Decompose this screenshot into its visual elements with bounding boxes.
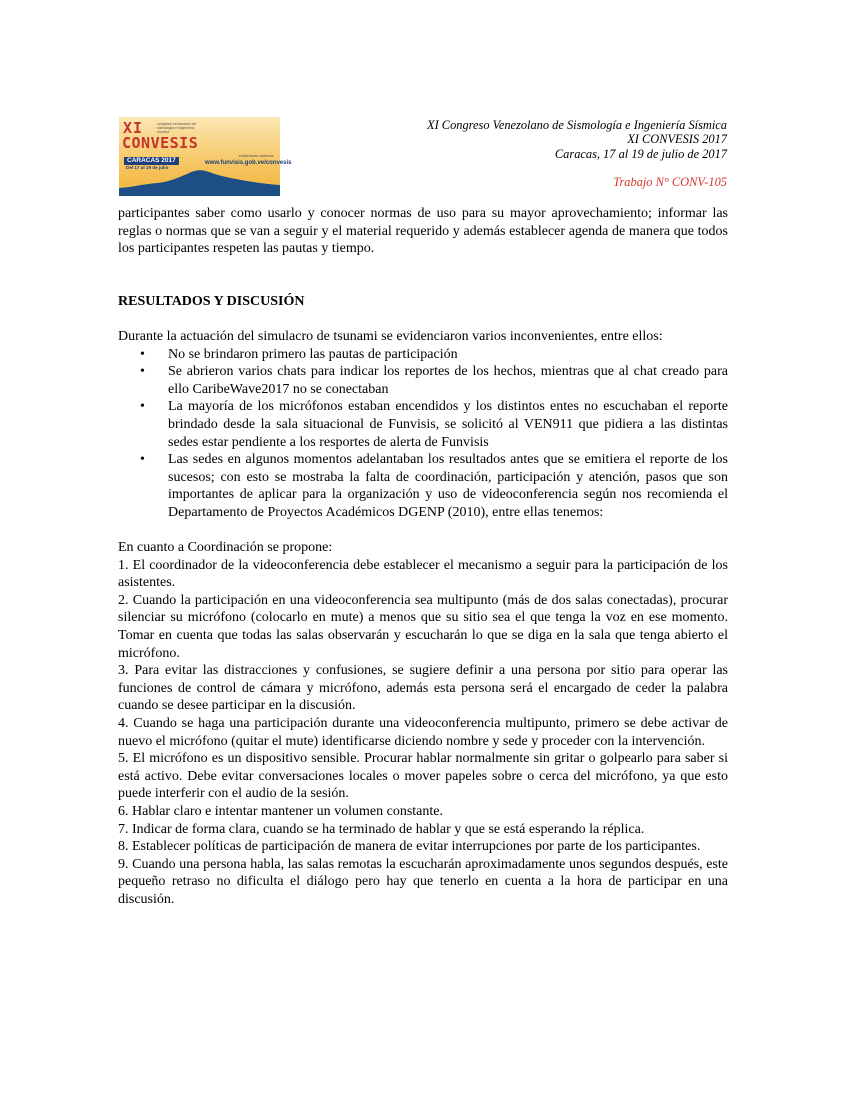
document-body xyxy=(118,205,728,909)
numbered-item: 7. Indicar de forma clara, cuando se ha terminado de hablar y que se está esperando la réplica. xyxy=(118,821,645,837)
numbered-item: 4. Cuando se haga una participación durante una videoconferencia multipunto, primero se debe activar de nuevo el micrófono (quitar el mute) identificarse diciendo nombre y sede y proceder con la intervención. xyxy=(118,716,728,749)
numbered-item: 3. Para evitar las distracciones y confusiones, se sugiere definir a una persona por sitio para operar las funciones de control de cámara y micrófono, además esta persona será el encargado de ceder la palabra cuando se desee participar en la discusión. xyxy=(118,663,728,714)
list-item: • Se abrieron varios chats para indicar los reportes de los hechos, mientras que al chat creado para ello CaribeWave2017 no se conectaban xyxy=(118,363,728,398)
numbered-item: 9. Cuando una persona habla, las salas remotas la escucharán aproximadamente unos segundos después, este pequeño retraso no dificulta el diálogo pero hay que tenerlo en cuenta a la hora de participar en una discusión. xyxy=(118,856,728,907)
numbered-item: 6. Hablar claro e intentar mantener un volumen constante. xyxy=(118,804,443,819)
section-heading: RESULTADOS Y DISCUSIÓN xyxy=(118,293,305,309)
header-line-2: XI CONVESIS 2017 xyxy=(627,132,727,147)
list-item: • Las sedes en algunos momentos adelantaban los resultados antes que se emitiera el reporte de los sucesos; con esto se mostraba la falta de coordinación, participación y atención, pasos que son importantes de aplicar para la organización y uso de videoconferencia según nos recomienda el Departamento de Proyectos Académicos DGENP (2010), entre ellas tenemos: xyxy=(118,451,728,521)
lead-paragraph: Durante la actuación del simulacro de tsunami se evidenciaron varios inconvenientes, entre ellos: xyxy=(118,328,663,344)
logo-small-text: congreso venezolano de sismología e ingeniería sísmica xyxy=(157,122,197,135)
mountain-silhouette-icon xyxy=(119,166,280,196)
header-line-3: Caracas, 17 al 19 de julio de 2017 xyxy=(554,146,727,161)
logo-url: www.funvisis.gob.ve/convesis xyxy=(205,160,292,166)
list-item: • No se brindaron primero las pautas de participación xyxy=(118,346,728,364)
numbered-item: 5. El micrófono es un dispositivo sensible. Procurar hablar normalmente sin gritar o golpearlo para saber si está activo. Debe evitar conversaciones locales o mover papeles sobre o cerca del micrófono, ya que esto puede interferir con el audio de la sesión. xyxy=(118,751,728,802)
header-line-1: XI Congreso Venezolano de Sismología e Ingeniería Sísmica xyxy=(427,118,727,132)
numbered-item: 8. Establecer políticas de participación de manera de evitar interrupciones por parte de los participantes. xyxy=(118,839,701,855)
logo-convesis: CONVESIS xyxy=(122,134,199,152)
list-item: • La mayoría de los micrófonos estaban encendidos y los distintos entes no escuchaban el reporte brindado desde la sala situacional de Funvisis, se solicitó al VEN911 que pidiera a las distintas sedes estar pendiente a los resportes de alerta de Funvisis xyxy=(118,398,728,451)
intro-paragraph: participantes saber como usarlo y conocer normas de uso para su mayor aprovechamiento; informar las reglas o normas que se van a seguir y el material requerido y además establecer agenda de manera que todos los participantes respeten las pautas y tiempo. xyxy=(118,206,728,257)
logo-dates: Del 17 al 19 de julio xyxy=(126,165,169,170)
spacer xyxy=(118,522,728,540)
numbered-item: 2. Cuando la participación en una videoconferencia sea multipunto (más de dos salas conectadas), procurar silenciar su micrófono (colocarlo en mute) a menos que su sitio sea el que tenga la voz en ese momento. Tomar en cuenta que todas las salas observarán y escucharán lo que se diga en la sala que tenga abierto el micrófono. xyxy=(118,592,728,661)
conference-header xyxy=(427,118,727,189)
logo-xi: XI xyxy=(123,119,144,137)
coordination-intro: En cuanto a Coordinación se propone: xyxy=(118,540,333,556)
numbered-item: 1. El coordinador de la videoconferencia debe establecer el mecanismo a seguir para la participación de los asistentes. xyxy=(118,557,728,591)
convesis-logo xyxy=(119,117,292,196)
issues-list xyxy=(118,346,728,522)
logo-caracas: CARACAS 2017 xyxy=(124,157,179,165)
logo-tagline: tradiciones abiertas xyxy=(239,153,274,158)
paper-number: Trabajo N° CONV-105 xyxy=(613,174,727,189)
